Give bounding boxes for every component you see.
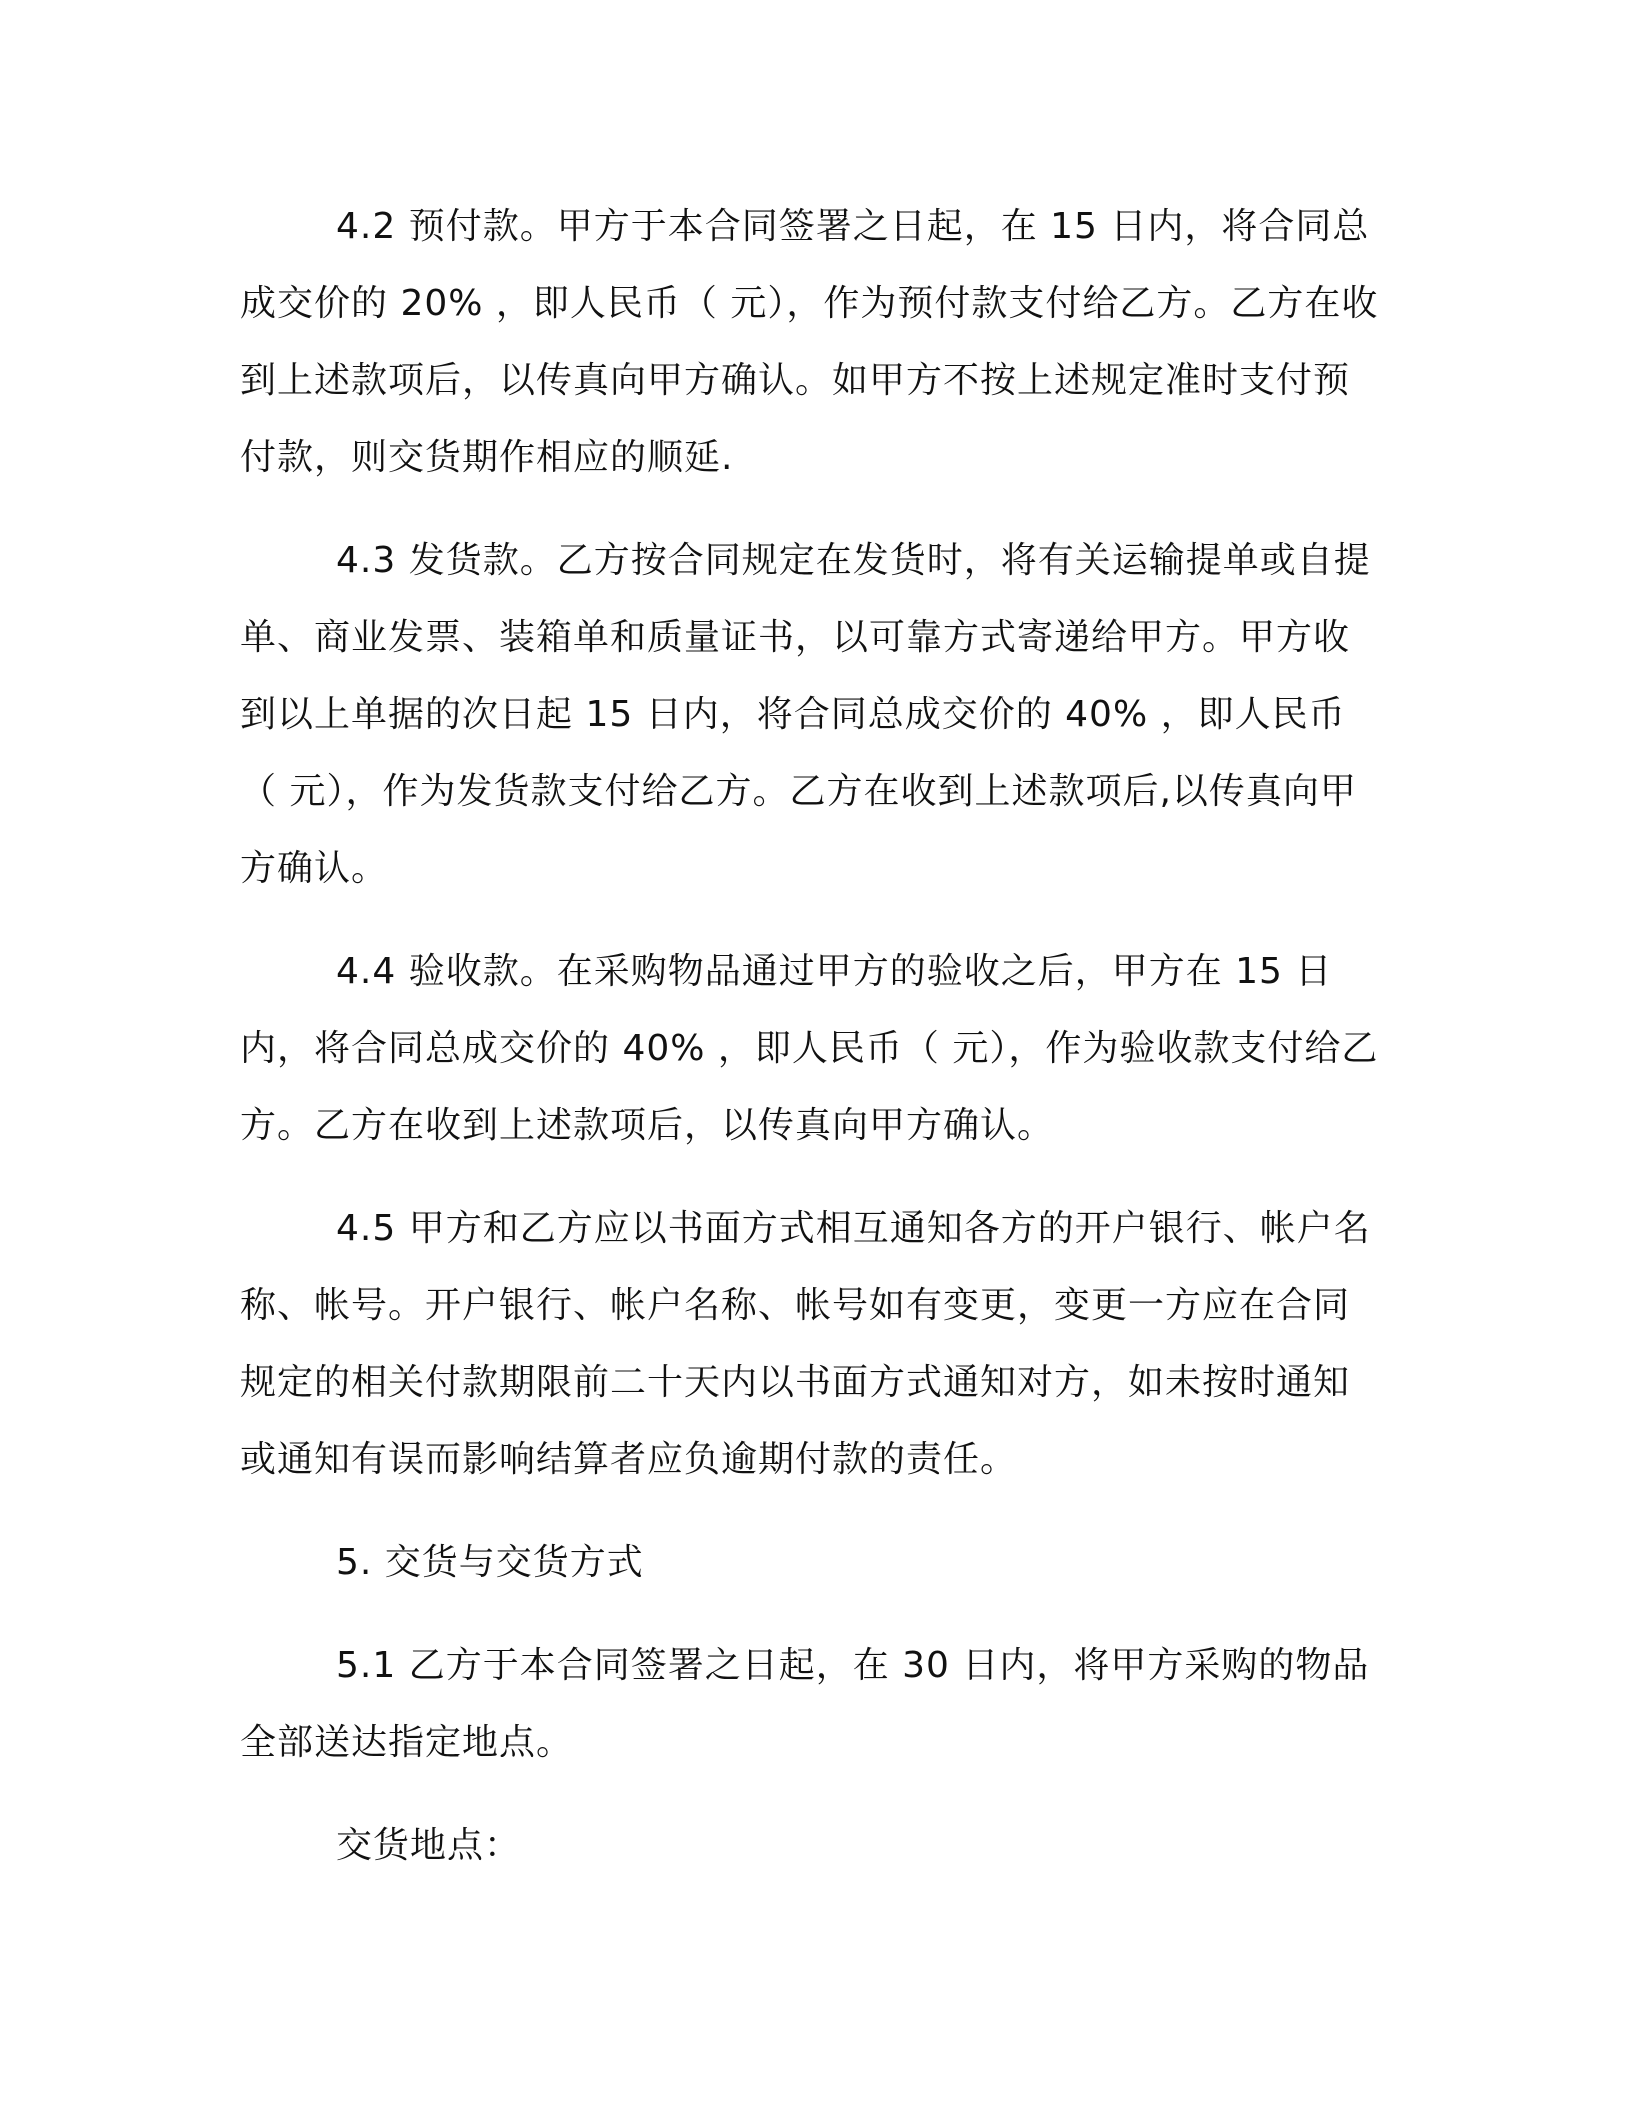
section-5-heading: 5. 交货与交货方式 xyxy=(336,1542,644,1583)
delivery-location-label: 交货地点： xyxy=(336,1825,522,1866)
clause-4-5-bank-account-notice: 4.5 甲方和乙方应以书面方式相互通知各方的开户银行、帐户名称、帐号。开户银行、帐户名称、帐号如有变更，变更一方应在合同规定的相关付款期限前二十天内以书面方式通知对方，如未按时通知或通知有误而影响结算者应负逾期付款的责任。 xyxy=(240,1208,1371,1480)
document-body xyxy=(240,188,1380,1910)
clause-4-2-advance-payment: 4.2 预付款。甲方于本合同签署之日起，在 15 日内，将合同总成交价的 20% ，即人民币（ 元），作为预付款支付给乙方。乙方在收到上述款项后，以传真向甲方确认。如甲方不按上述规定准时支付预付款，则交货期作相应的顺延. xyxy=(240,206,1379,478)
clause-5-1-delivery-deadline: 5.1 乙方于本合同签署之日起，在 30 日内，将甲方采购的物品全部送达指定地点。 xyxy=(240,1645,1370,1763)
clause-4-4-acceptance-payment: 4.4 验收款。在采购物品通过甲方的验收之后，甲方在 15 日内，将合同总成交价的 40% ，即人民币（ 元），作为验收款支付给乙方。乙方在收到上述款项后，以传真向甲方确认。 xyxy=(240,951,1379,1146)
clause-4-3-shipment-payment: 4.3 发货款。乙方按合同规定在发货时，将有关运输提单或自提单、商业发票、装箱单和质量证书，以可靠方式寄递给甲方。甲方收到以上单据的次日起 15 日内，将合同总成交价的 40% ，即人民币（ 元），作为发货款支付给乙方。乙方在收到上述款项后,以传真向甲方确认。 xyxy=(240,540,1371,889)
